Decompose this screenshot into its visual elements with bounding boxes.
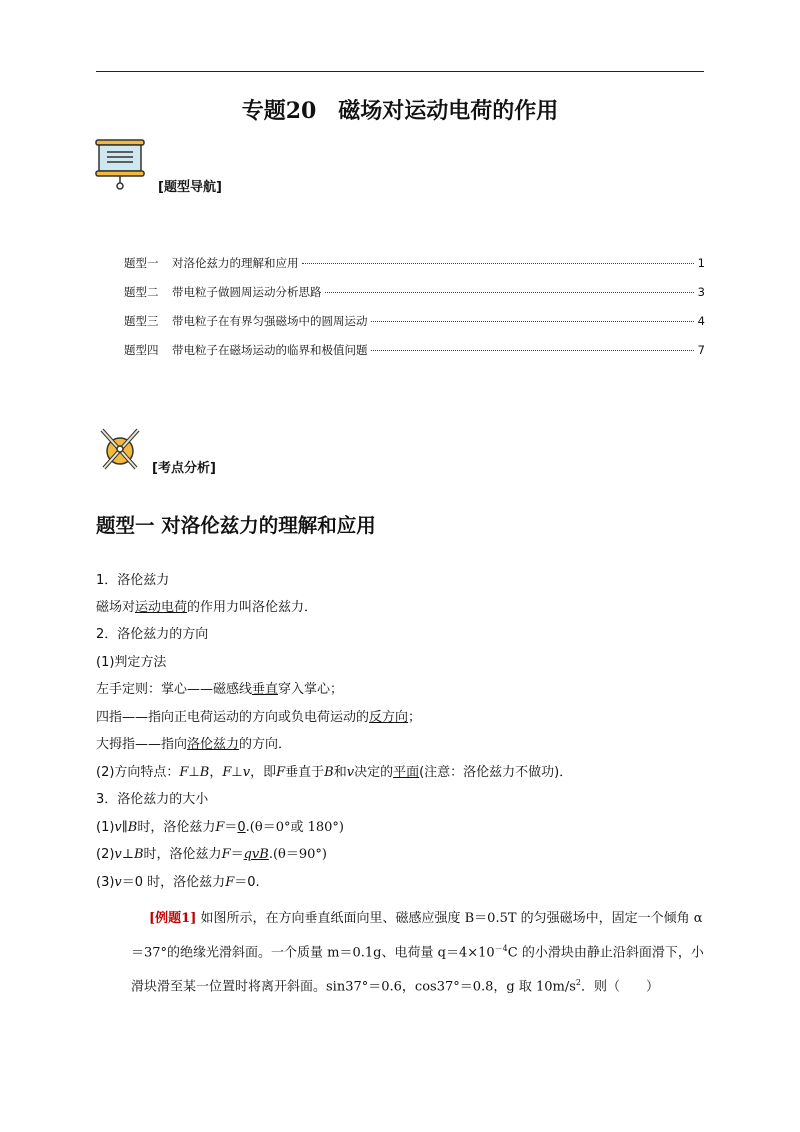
toc-item[interactable]: 题型二 带电粒子做圆周运动分析思路 3 xyxy=(124,285,705,299)
section-heading: 题型一 对洛伦兹力的理解和应用 xyxy=(96,514,376,537)
toc-item[interactable]: 题型一 对洛伦兹力的理解和应用 1 xyxy=(124,256,705,270)
body-line: 左手定则：掌心——磁感线垂直穿入掌心； xyxy=(96,682,344,697)
toc-item[interactable]: 题型三 带电粒子在有界匀强磁场中的圆周运动 4 xyxy=(124,314,705,328)
toc-item[interactable]: 题型四 带电粒子在磁场运动的临界和极值问题 7 xyxy=(124,343,705,357)
example-problem: [例题1] 如图所示，在方向垂直纸面向里、磁感应强度 B＝0.5T 的匀强磁场中，固定一个倾角 α＝37°的绝缘光滑斜面。一个质量 m＝0.1g、电荷量 $q=4\times 10^{-4}C$ 的小滑块由静止沿斜面滑下，小滑块滑至某一位置时将离开斜面。sin37°＝0.6，cos37°＝0.8，g 取 $10m/s^2$．则（ ） xyxy=(131,911,704,995)
body-line: (2)v⊥B时，洛伦兹力F＝qvB.(θ＝90°) xyxy=(96,847,327,862)
body-line: (2)方向特点：F⊥B，F⊥v，即F垂直于B和v决定的平面(注意：洛伦兹力不做功)． xyxy=(96,765,573,780)
body-line: 2．洛伦兹力的方向 xyxy=(96,627,209,642)
nav-section-label: [题型导航] xyxy=(158,180,222,195)
body-line: 四指——指向正电荷运动的方向或负电荷运动的反方向； xyxy=(96,710,422,725)
body-line: (1)v∥B时，洛伦兹力F＝0.(θ＝0°或 180°) xyxy=(96,820,344,835)
body-line: (3)v＝0 时，洛伦兹力F＝0. xyxy=(96,875,260,890)
analysis-section-label: [考点分析] xyxy=(152,461,216,476)
compass-ruler-icon xyxy=(96,424,144,474)
body-line: 1．洛伦兹力 xyxy=(96,573,170,588)
body-line: 磁场对运动电荷的作用力叫洛伦兹力． xyxy=(96,600,318,615)
page-title: 专题20 磁场对运动电荷的作用 xyxy=(241,98,559,124)
header-rule xyxy=(96,71,704,72)
body-line: (1)判定方法 xyxy=(96,655,167,670)
projector-screen-icon xyxy=(94,137,146,191)
body-line: 3．洛伦兹力的大小 xyxy=(96,792,209,807)
example-label: [例题1] xyxy=(149,911,197,926)
body-line: 大拇指——指向洛伦兹力的方向． xyxy=(96,737,292,752)
